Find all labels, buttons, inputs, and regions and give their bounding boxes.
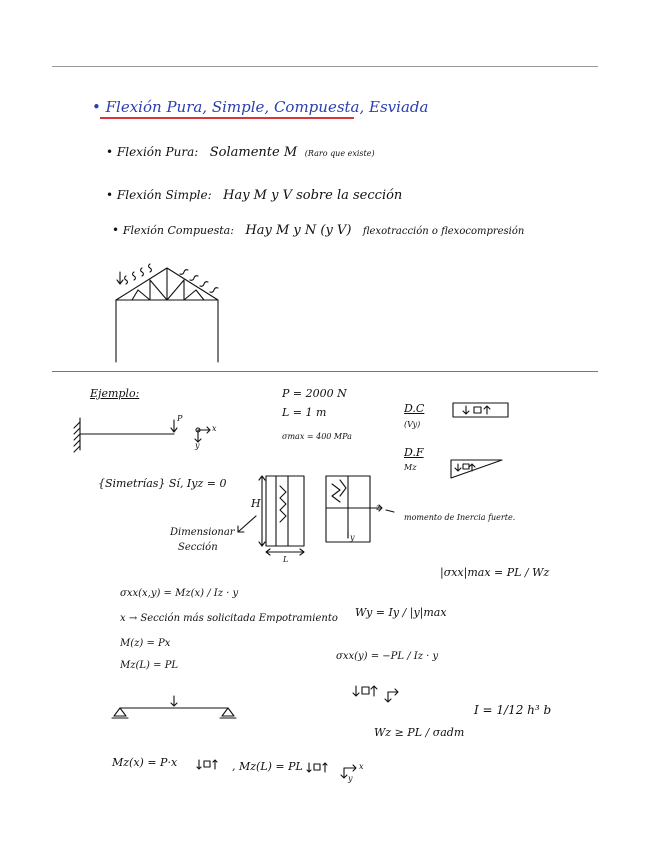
- section-sketch: [236, 472, 396, 564]
- wz-condition: Wz ≥ PL / σadm: [374, 726, 465, 739]
- df-label: D.F: [404, 446, 424, 459]
- sigma-formula: σxx(x,y) = Mz(x) / Iz · y: [120, 588, 239, 599]
- bottom-sign-icon-2: [306, 761, 330, 775]
- inertia-note: momento de Inercia fuerte.: [404, 513, 516, 522]
- bullet-text: Hay M y N (y V): [245, 223, 352, 238]
- bullet-flexion-pura: • Flexión Pura: Solamente M (Raro que existe): [106, 145, 375, 160]
- bottom-axis-x: x: [359, 762, 364, 771]
- sigma-pl-formula: σxx(y) = −PL / Iz · y: [336, 651, 439, 662]
- length-label: L: [283, 555, 289, 564]
- sign-convention-sketch: [352, 682, 412, 708]
- dimension-label-2: Sección: [178, 542, 218, 553]
- moment-l: Mz(L) = PL: [120, 660, 179, 671]
- bottom-axis-y: y: [348, 774, 353, 783]
- bullet-note: (Raro que existe): [304, 149, 375, 158]
- bottom-moment-x: Mz(x) = P·x: [112, 756, 178, 769]
- df-sub: Mz: [404, 463, 417, 472]
- load-label: P: [177, 414, 183, 423]
- wy-formula: Wy = Iy / |y|max: [355, 606, 447, 619]
- page-title: [92, 98, 428, 116]
- example-heading: Ejemplo:: [90, 387, 140, 400]
- bullet-text: Solamente M: [209, 145, 298, 160]
- bullet-term: Flexión Simple:: [116, 188, 212, 202]
- bullet-term: Flexión Pura:: [116, 145, 199, 159]
- top-divider: [52, 66, 598, 67]
- axis-y-label: y: [195, 441, 200, 450]
- bullet-flexion-simple: • Flexión Simple: Hay M y V sobre la sección: [106, 188, 403, 203]
- truss-sketch: [110, 262, 230, 367]
- title-underline: [100, 117, 354, 119]
- given-sigma: σmax = 400 MPa: [282, 432, 352, 441]
- bullet-text: Hay M y V sobre la sección: [223, 188, 403, 203]
- bullet-term: Flexión Compuesta:: [122, 224, 234, 237]
- given-p: P = 2000 N: [282, 387, 347, 400]
- bottom-sign-icon-1: [196, 758, 220, 772]
- simply-supported-sketch: [110, 694, 238, 722]
- section-divider: [52, 371, 598, 372]
- inertia-formula: I = 1/12 h³ b: [474, 703, 552, 717]
- title-bullet: •: [92, 98, 101, 116]
- title-text: Flexión Pura, Simple, Compuesta, Esviada: [105, 98, 429, 116]
- moment-diagram: [450, 456, 506, 480]
- moment-z: M(z) = Px: [120, 638, 171, 649]
- dimension-label-1: Dimensionar: [170, 527, 235, 538]
- section-axis-y: y: [350, 533, 355, 542]
- dc-label: D.C: [404, 402, 425, 415]
- shear-diagram: [452, 402, 510, 420]
- sigma-max-formula: |σxx|max = PL / Wz: [440, 566, 550, 579]
- bottom-moment-l: , Mz(L) = PL: [232, 760, 303, 773]
- cantilever-sketch: [70, 412, 230, 462]
- given-l: L = 1 m: [282, 406, 327, 419]
- axis-x-label: x: [212, 424, 217, 433]
- bullet-flexion-compuesta: • Flexión Compuesta: Hay M y N (y V) flexotracción o flexocompresión: [112, 223, 525, 238]
- height-label: H: [251, 497, 261, 510]
- symmetry-note: {Simetrías} Sí, Iyz = 0: [98, 477, 227, 490]
- section-axis-z: z: [376, 503, 381, 512]
- critical-section: x → Sección más solicitada Empotramiento: [120, 613, 338, 624]
- dc-sub: (Vy): [404, 420, 421, 429]
- bullet-note: flexotracción o flexocompresión: [362, 226, 525, 237]
